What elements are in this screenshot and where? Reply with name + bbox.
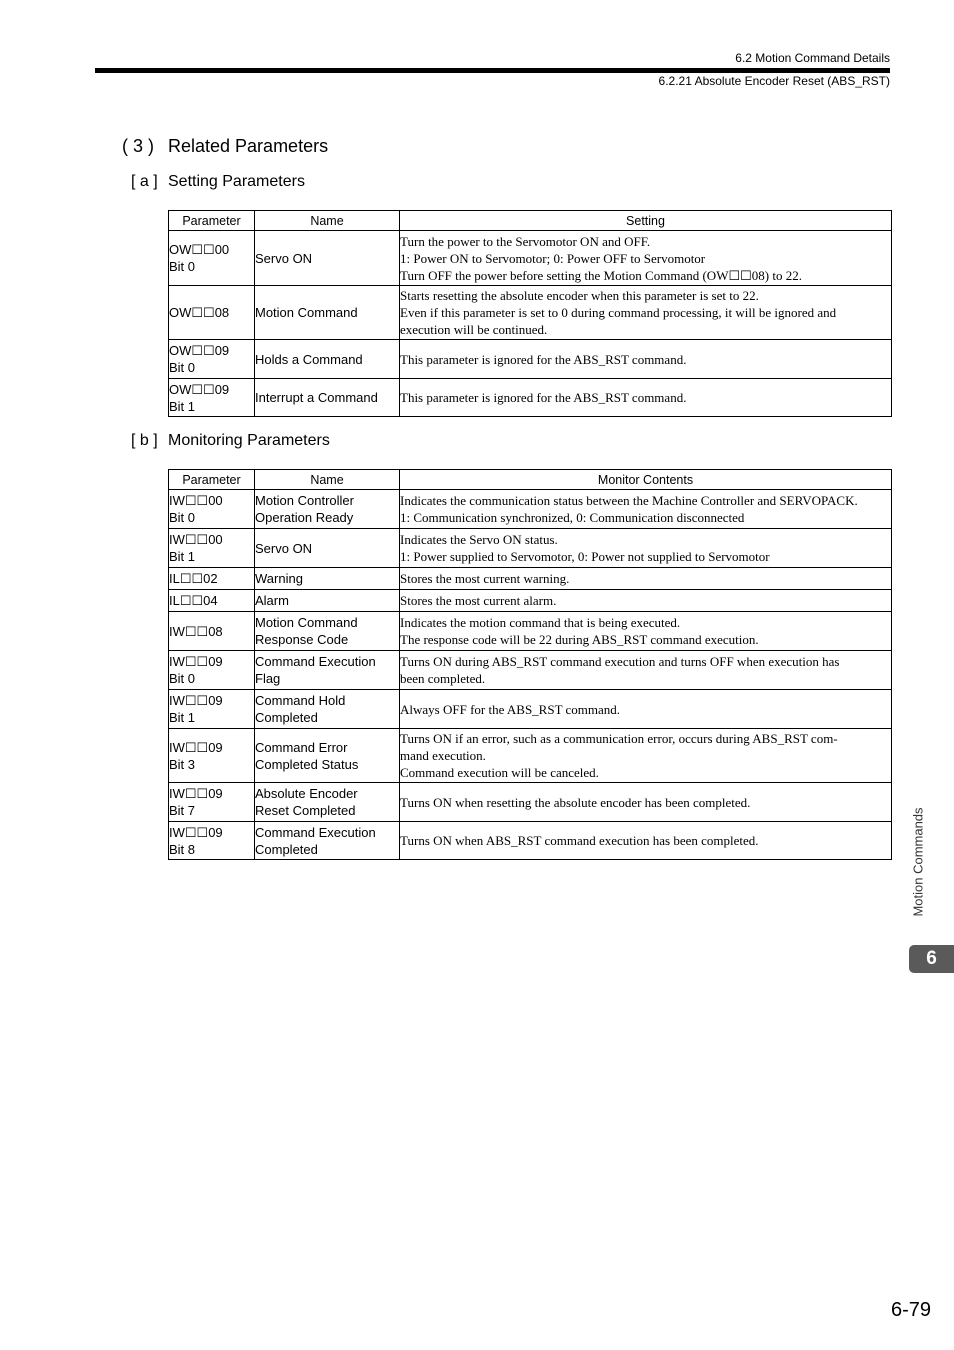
cell-line: mand execution. bbox=[400, 748, 486, 763]
cell-line: IW☐☐09 bbox=[169, 739, 223, 755]
cell-line: 1: Communication synchronized, 0: Communication disconnected bbox=[400, 510, 745, 525]
description-cell bbox=[400, 490, 892, 529]
parameter-cell bbox=[169, 490, 255, 529]
cell-line: Bit 8 bbox=[169, 841, 196, 857]
cell-line: Reset Completed bbox=[255, 803, 356, 818]
cell-line: 1: Power supplied to Servomotor, 0: Power not supplied to Servomotor bbox=[400, 549, 770, 564]
cell-line: Indicates the Servo ON status. bbox=[400, 532, 558, 547]
cell-line: Bit 0 bbox=[169, 510, 196, 525]
cell-line: Absolute Encoder bbox=[255, 786, 358, 801]
cell-line: Bit 1 bbox=[169, 710, 196, 725]
description-cell bbox=[400, 612, 892, 651]
cell-line: execution will be continued. bbox=[400, 322, 548, 337]
cell-line: OW☐☐09 bbox=[169, 343, 230, 358]
cell-line: Indicates the communication status between the Machine Controller and SERVOPACK. bbox=[400, 493, 858, 508]
cell-line: Bit 0 bbox=[169, 360, 196, 375]
cell-line: OW☐☐08 bbox=[169, 305, 230, 320]
table-row bbox=[169, 490, 892, 529]
table-row bbox=[169, 690, 892, 729]
monitoring-parameters-table bbox=[168, 469, 892, 860]
table-row bbox=[169, 590, 892, 612]
name-cell bbox=[255, 340, 400, 379]
cell-line: Operation Ready bbox=[255, 510, 354, 525]
cell-line: Motion Command bbox=[255, 305, 358, 320]
cell-line: IW☐☐09 bbox=[169, 654, 223, 669]
subheading-title: Monitoring Parameters bbox=[168, 432, 330, 449]
parameter-cell bbox=[169, 568, 255, 590]
cell-line: IW☐☐00 bbox=[169, 493, 223, 508]
parameter-cell bbox=[169, 231, 255, 286]
column-header-name: Name bbox=[255, 470, 400, 490]
subheading-number: [ b ] bbox=[131, 432, 158, 449]
cell-line: This parameter is ignored for the ABS_RST command. bbox=[400, 351, 687, 367]
cell-line: Interrupt a Command bbox=[255, 390, 378, 405]
cell-line: IL☐☐02 bbox=[169, 571, 218, 586]
cell-line: been completed. bbox=[400, 671, 486, 686]
cell-line: Bit 0 bbox=[169, 259, 196, 274]
cell-line: Motion Command bbox=[255, 615, 358, 630]
cell-line: Completed Status bbox=[255, 756, 359, 772]
cell-line: Response Code bbox=[255, 632, 349, 647]
cell-line: OW☐☐00 bbox=[169, 242, 230, 257]
description-cell bbox=[400, 590, 892, 612]
cell-line: Bit 0 bbox=[169, 671, 196, 686]
cell-line: Starts resetting the absolute encoder when this parameter is set to 22. bbox=[400, 288, 759, 303]
table-row bbox=[169, 231, 892, 286]
cell-line: Turns ON when resetting the absolute encoder has been completed. bbox=[400, 794, 751, 810]
column-header-setting: Setting bbox=[400, 211, 892, 231]
description-cell bbox=[400, 379, 892, 417]
description-cell bbox=[400, 340, 892, 379]
cell-line: Flag bbox=[255, 671, 281, 686]
cell-line: Always OFF for the ABS_RST command. bbox=[400, 701, 621, 717]
cell-line: Command Execution bbox=[255, 824, 376, 840]
parameter-cell bbox=[169, 783, 255, 822]
chapter-side-label: Motion Commands bbox=[910, 807, 926, 917]
description-cell bbox=[400, 529, 892, 568]
cell-line: Alarm bbox=[255, 593, 289, 608]
description-cell bbox=[400, 231, 892, 286]
cell-line: Servo ON bbox=[255, 250, 313, 266]
parameter-cell bbox=[169, 590, 255, 612]
cell-line: Warning bbox=[255, 571, 303, 586]
cell-line: Turns ON when ABS_RST command execution has been completed. bbox=[400, 833, 759, 848]
name-cell bbox=[255, 612, 400, 651]
description-cell bbox=[400, 568, 892, 590]
header-rule bbox=[95, 68, 890, 73]
cell-line: Turn the power to the Servomotor ON and OFF. bbox=[400, 233, 651, 249]
description-cell bbox=[400, 651, 892, 690]
cell-line: Stores the most current warning. bbox=[400, 571, 570, 586]
cell-line: IL☐☐04 bbox=[169, 593, 218, 608]
name-cell bbox=[255, 590, 400, 612]
cell-line: The response code will be 22 during ABS_RST command execution. bbox=[400, 632, 759, 647]
cell-line: Bit 7 bbox=[169, 803, 196, 818]
table-row bbox=[169, 651, 892, 690]
name-cell bbox=[255, 529, 400, 568]
table-header-row bbox=[169, 470, 892, 490]
table-header-row bbox=[169, 211, 892, 231]
column-header-parameter: Parameter bbox=[169, 211, 255, 231]
parameter-cell bbox=[169, 529, 255, 568]
cell-line: Command Error bbox=[255, 739, 348, 755]
column-header-monitor-contents: Monitor Contents bbox=[400, 470, 892, 490]
description-cell bbox=[400, 286, 892, 340]
cell-line: Command execution will be canceled. bbox=[400, 765, 599, 780]
cell-line: IW☐☐09 bbox=[169, 693, 223, 708]
parameter-cell bbox=[169, 379, 255, 417]
parameter-cell bbox=[169, 612, 255, 651]
table-row bbox=[169, 568, 892, 590]
description-cell bbox=[400, 822, 892, 860]
parameter-cell bbox=[169, 690, 255, 729]
table-row bbox=[169, 783, 892, 822]
name-cell bbox=[255, 568, 400, 590]
cell-line: Completed bbox=[255, 710, 318, 725]
cell-line: Bit 1 bbox=[169, 398, 196, 414]
name-cell bbox=[255, 822, 400, 860]
table-row bbox=[169, 822, 892, 860]
header-section-title: 6.2 Motion Command Details bbox=[735, 51, 890, 65]
cell-line: Bit 3 bbox=[169, 756, 196, 772]
name-cell bbox=[255, 490, 400, 529]
parameter-cell bbox=[169, 729, 255, 783]
cell-line: This parameter is ignored for the ABS_RST command. bbox=[400, 390, 687, 405]
related-parameters-heading bbox=[122, 136, 328, 157]
table-row bbox=[169, 286, 892, 340]
setting-parameters-heading bbox=[131, 173, 305, 191]
cell-line: Turn OFF the power before setting the Motion Command (OW☐☐08) to 22. bbox=[400, 267, 802, 283]
cell-line: 1: Power ON to Servomotor; 0: Power OFF to Servomotor bbox=[400, 250, 706, 266]
setting-parameters-table bbox=[168, 210, 892, 417]
header-subsection-title: 6.2.21 Absolute Encoder Reset (ABS_RST) bbox=[658, 74, 890, 88]
table-row bbox=[169, 729, 892, 783]
parameter-cell bbox=[169, 340, 255, 379]
table-row bbox=[169, 379, 892, 417]
parameter-cell bbox=[169, 651, 255, 690]
page-number: 6-79 bbox=[890, 1299, 931, 1321]
parameter-cell bbox=[169, 822, 255, 860]
cell-line: Command Execution bbox=[255, 654, 376, 669]
cell-line: Indicates the motion command that is being executed. bbox=[400, 615, 681, 630]
cell-line: Motion Controller bbox=[255, 493, 354, 508]
name-cell bbox=[255, 729, 400, 783]
table-row bbox=[169, 612, 892, 651]
subheading-title: Setting Parameters bbox=[168, 173, 305, 190]
subheading-number: [ a ] bbox=[131, 173, 158, 190]
cell-line: Holds a Command bbox=[255, 351, 363, 367]
cell-line: Bit 1 bbox=[169, 549, 196, 564]
chapter-number-tab: 6 bbox=[909, 945, 954, 973]
cell-line: Servo ON bbox=[255, 540, 313, 556]
heading-title: Related Parameters bbox=[168, 136, 329, 156]
name-cell bbox=[255, 231, 400, 286]
cell-line: OW☐☐09 bbox=[169, 381, 230, 397]
cell-line: Stores the most current alarm. bbox=[400, 593, 557, 608]
name-cell bbox=[255, 690, 400, 729]
cell-line: IW☐☐09 bbox=[169, 786, 223, 801]
cell-line: Turns ON during ABS_RST command execution and turns OFF when execution has bbox=[400, 654, 840, 669]
name-cell bbox=[255, 286, 400, 340]
cell-line: IW☐☐08 bbox=[169, 623, 223, 639]
cell-line: Turns ON if an error, such as a communication error, occurs during ABS_RST com- bbox=[400, 731, 838, 746]
monitoring-parameters-heading bbox=[131, 432, 330, 450]
name-cell bbox=[255, 651, 400, 690]
description-cell bbox=[400, 729, 892, 783]
table-row bbox=[169, 529, 892, 568]
parameter-cell bbox=[169, 286, 255, 340]
heading-number: ( 3 ) bbox=[122, 136, 155, 156]
name-cell bbox=[255, 379, 400, 417]
name-cell bbox=[255, 783, 400, 822]
description-cell bbox=[400, 690, 892, 729]
table-row bbox=[169, 340, 892, 379]
column-header-name: Name bbox=[255, 211, 400, 231]
column-header-parameter: Parameter bbox=[169, 470, 255, 490]
cell-line: Command Hold bbox=[255, 693, 346, 708]
cell-line: IW☐☐00 bbox=[169, 532, 223, 547]
cell-line: IW☐☐09 bbox=[169, 824, 223, 840]
description-cell bbox=[400, 783, 892, 822]
cell-line: Completed bbox=[255, 841, 318, 857]
cell-line: Even if this parameter is set to 0 during command processing, it will be ignored and bbox=[400, 305, 837, 320]
